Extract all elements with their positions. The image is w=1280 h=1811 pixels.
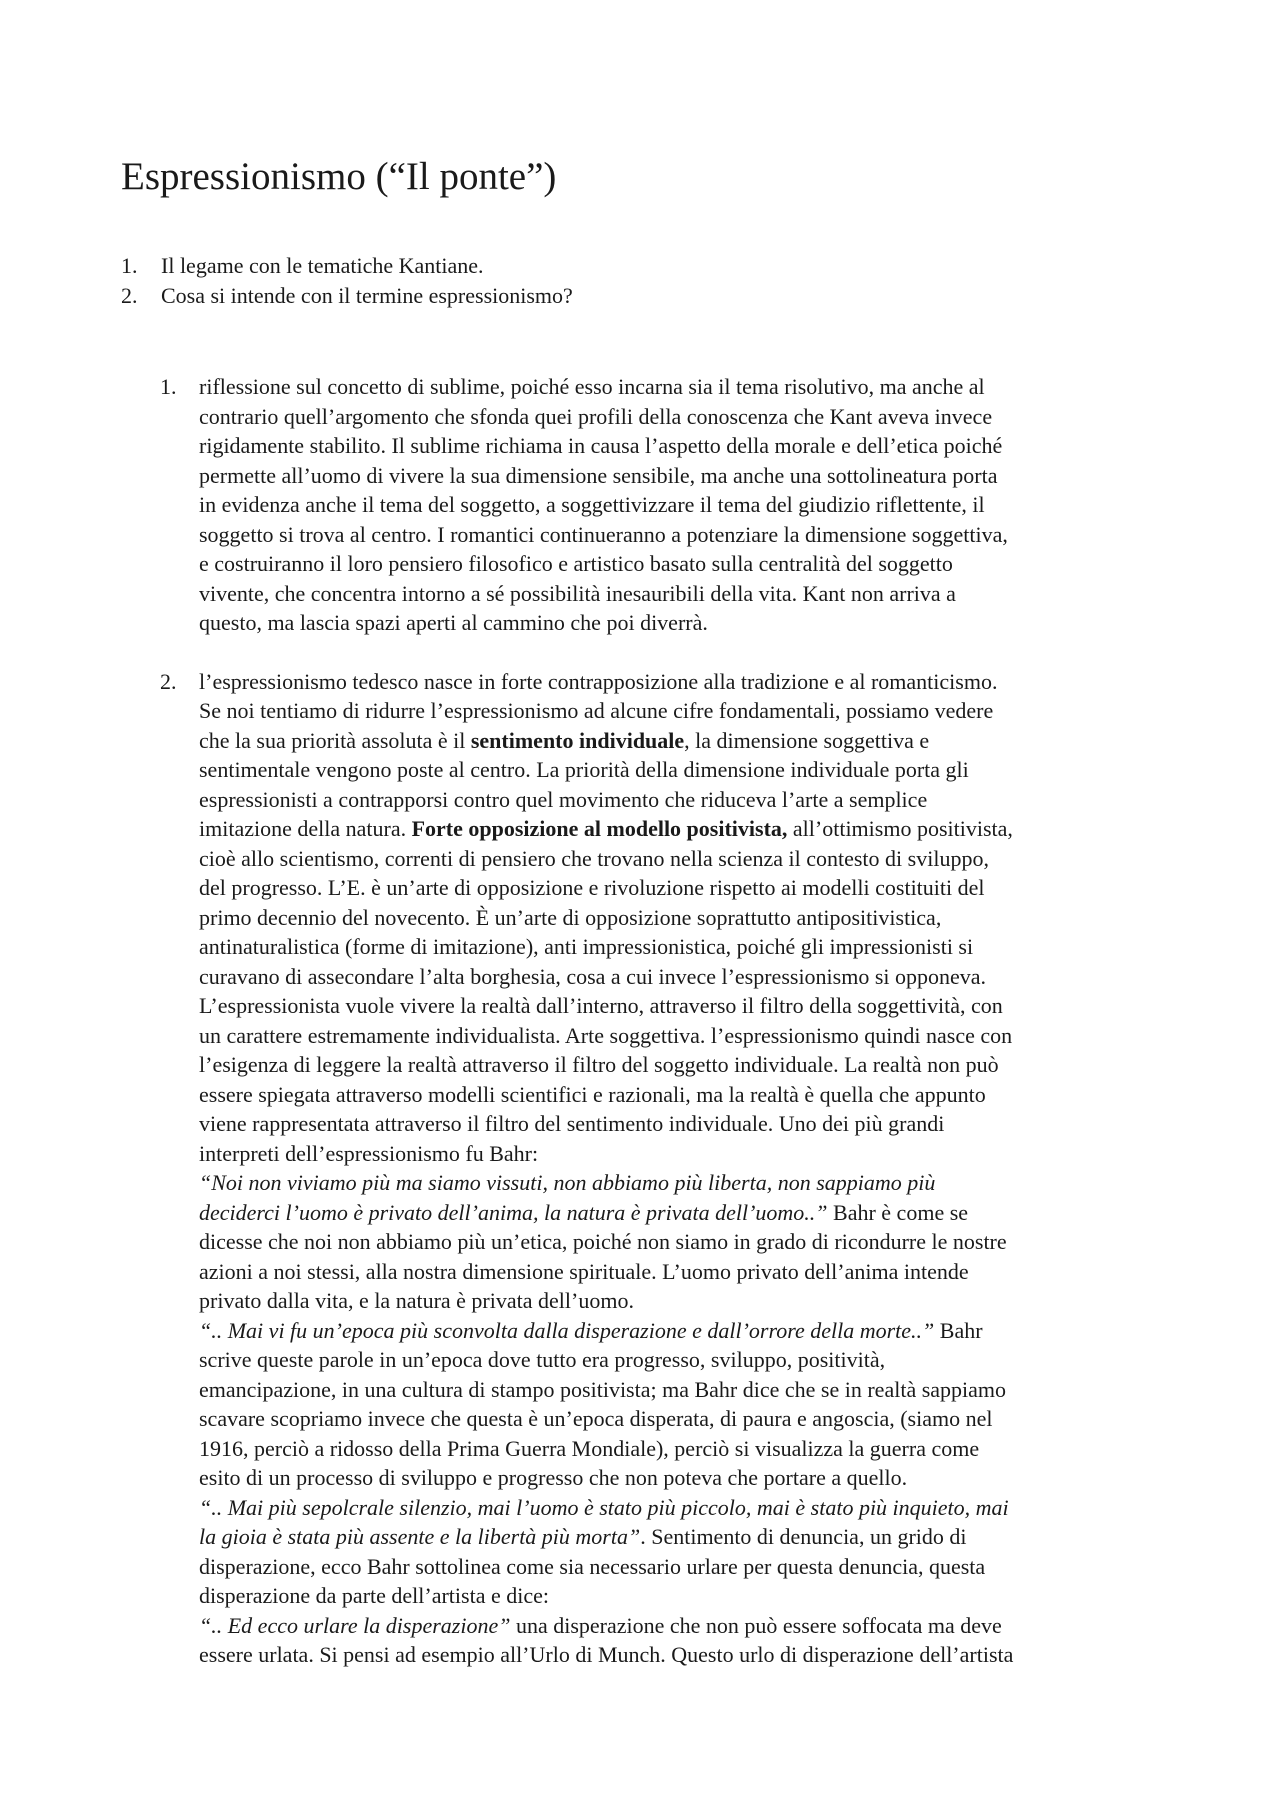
text-run: , la dimensione soggettiva e [684,727,930,753]
text-run: primo decennio del novecento. È un’arte di opposizione soprattutto antipositivistica, [199,904,942,930]
text-line [199,579,1170,609]
text-line [199,1375,1170,1405]
text-run: contrario quell’argomento che sfonda quei profili della conoscenza che Kant aveva invece [199,403,993,429]
text-line [199,490,1170,520]
text-line [199,696,1170,726]
text-run: scavare scopriamo invece che questa è un’epoca disperata, di paura e angoscia, (siamo nel [199,1406,993,1431]
text-run: curavano di assecondare l’alta borghesia, cosa a cui invece l’espressionismo si opponeva. [199,963,987,989]
italic-quote: “Noi non viviamo più ma siamo vissuti, non abbiamo più liberta, non sappiamo più [199,1170,936,1195]
text-line [199,372,1170,402]
text-line [199,1168,1170,1198]
text-run: questo, ma lascia spazi aperti al cammino che poi diverrà. [199,610,708,635]
text-line [199,1493,1170,1523]
italic-quote: “.. Ed ecco urlare la disperazione” [199,1612,511,1638]
text-run: imitazione della natura. [199,816,412,841]
italic-quote: deciderci l’uomo è privato dell’anima, la natura è privata dell’uomo..” [199,1199,828,1225]
answer-body [199,372,1170,638]
answer-number: 1. [160,374,177,399]
text-line [199,402,1170,432]
answer-list [160,372,1170,1670]
text-line [199,844,1170,874]
text-run: disperazione da parte dell’artista e dice: [199,1583,549,1608]
text-line [199,1286,1170,1316]
text-line [199,991,1170,1021]
text-line [199,873,1170,903]
text-line [199,1640,1170,1670]
text-run: Bahr [934,1317,983,1343]
text-run: dicesse che noi non abbiamo più un’etica, poiché non siamo in grado di ricondurre le nostre [199,1229,1007,1254]
text-line [199,667,1170,697]
answer-item [160,372,1170,638]
text-run: interpreti dell’espressionismo fu Bahr: [199,1140,539,1166]
answer-item [160,667,1170,1670]
text-line [199,1463,1170,1493]
text-run: una disperazione che non può essere soffocata ma deve [510,1612,1002,1638]
text-run: cioè allo scientismo, correnti di pensiero che trovano nella scienza il contesto di sviluppo, [199,845,989,871]
text-line [199,608,1170,638]
text-line [199,1611,1170,1641]
text-run: e costruiranno il loro pensiero filosofico e artistico basato sulla centralità del soggetto [199,551,953,576]
text-line [199,1198,1170,1228]
text-line [199,461,1170,491]
text-line [199,814,1170,844]
question-text: Cosa si intende con il termine espressionismo? [161,283,573,308]
text-run: l’espressionismo tedesco nasce in forte contrapposizione alla tradizione e al romanticismo. [199,668,998,694]
text-line [199,1257,1170,1287]
text-run: antinaturalistica (forme di imitazione), anti impressionistica, poiché gli impressionisti si [199,934,974,959]
document-title: Espressionismo (“Il ponte”) [121,155,557,198]
text-line [199,1434,1170,1464]
text-line [199,1080,1170,1110]
italic-quote: “.. Mai vi fu un’epoca più sconvolta dalla disperazione e dall’orrore della morte..” [199,1317,935,1343]
question-number: 2. [121,283,138,308]
text-run: essere spiegata attraverso modelli scientifici e razionali, ma la realtà è quella che appunto [199,1081,986,1107]
text-run: privato dalla vita, e la natura è privata dell’uomo. [199,1288,634,1313]
text-line [199,755,1170,785]
text-line [199,549,1170,579]
text-run: azioni a noi stessi, alla nostra dimensione spirituale. L’uomo privato dell’anima intende [199,1258,969,1284]
text-run: in evidenza anche il tema del soggetto, a soggettivizzare il tema del giudizio riflettente, il [199,492,985,517]
text-line [199,1345,1170,1375]
text-run: Bahr è come se [827,1199,969,1225]
text-line [199,1227,1170,1257]
text-run: sentimentale vengono poste al centro. La priorità della dimensione individuale porta gli [199,757,969,782]
text-line [199,431,1170,461]
text-run: all’ottimismo positivista, [787,816,1013,841]
question-item [121,281,1161,311]
question-list [121,251,1161,311]
text-run: soggetto si trova al centro. I romantici continueranno a potenziare la dimensione soggettiva, [199,521,1008,547]
text-run: disperazione, ecco Bahr sottolinea come sia necessario urlare per questa denuncia, questa [199,1553,986,1579]
text-run: emancipazione, in una cultura di stampo positivista; ma Bahr dice che se in realtà sappiamo [199,1376,1007,1402]
text-run: essere urlata. Si pensi ad esempio all’Urlo di Munch. Questo urlo di disperazione dell’artista [199,1642,1014,1667]
text-run: riflessione sul concetto di sublime, poiché esso incarna sia il tema risolutivo, ma anche al [199,374,985,399]
text-line [199,1522,1170,1552]
text-line [199,1050,1170,1080]
text-run: rigidamente stabilito. Il sublime richiama in causa l’aspetto della morale e dell’etica poiché [199,433,1003,458]
text-run: viene rappresentata attraverso il filtro del sentimento individuale. Uno dei più grandi [199,1111,945,1136]
text-line [199,1021,1170,1051]
text-run: del progresso. L’E. è un’arte di opposizione e rivoluzione rispetto ai modelli costituiti del [199,875,985,900]
text-run: permette all’uomo di vivere la sua dimensione sensibile, ma anche una sottolineatura porta [199,462,998,488]
text-run: espressionisti a contrapporsi contro quel movimento che riduceva l’arte a semplice [199,786,928,812]
text-line [199,785,1170,815]
text-run: vivente, che concentra intorno a sé possibilità inesauribili della vita. Kant non arriva a [199,580,956,606]
text-line [199,1109,1170,1139]
text-run: esito di un processo di sviluppo e progresso che non poteva che portare a quello. [199,1465,908,1490]
text-run: L’espressionista vuole vivere la realtà dall’interno, attraverso il filtro della soggettività, con [199,993,1003,1018]
text-line [199,1316,1170,1346]
text-run: scrive queste parole in un’epoca dove tutto era progresso, sviluppo, positività, [199,1347,886,1372]
text-line [199,903,1170,933]
italic-quote: “.. Mai più sepolcrale silenzio, mai l’uomo è stato più piccolo, mai è stato più inquieto, mai [199,1494,1009,1520]
text-line [199,1404,1170,1434]
bold-text: sentimento individuale [470,727,685,753]
text-run: Se noi tentiamo di ridurre l’espressionismo ad alcune cifre fondamentali, possiamo vedere [199,698,994,723]
text-line [199,962,1170,992]
text-run: che la sua priorità assoluta è il [199,727,471,753]
bold-text: Forte opposizione al modello positivista, [411,816,788,841]
text-line [199,1581,1170,1611]
text-line [199,726,1170,756]
text-line [199,1552,1170,1582]
answer-body [199,667,1170,1670]
text-line [199,520,1170,550]
question-number: 1. [121,253,138,278]
text-run: l’esigenza di leggere la realtà attraverso il filtro del soggetto individuale. La realtà non può [199,1052,999,1077]
text-run: . Sentimento di denuncia, un grido di [640,1524,967,1549]
text-run: un carattere estremamente individualista. Arte soggettiva. l’espressionismo quindi nasce con [199,1022,1013,1048]
text-line [199,1139,1170,1169]
answer-number: 2. [160,668,177,694]
italic-quote: la gioia è stata più assente e la libertà più morta” [199,1524,641,1549]
question-text: Il legame con le tematiche Kantiane. [161,253,484,278]
text-run: 1916, perciò a ridosso della Prima Guerra Mondiale), perciò si visualizza la guerra come [199,1435,980,1461]
question-item [121,251,1161,281]
text-line [199,932,1170,962]
